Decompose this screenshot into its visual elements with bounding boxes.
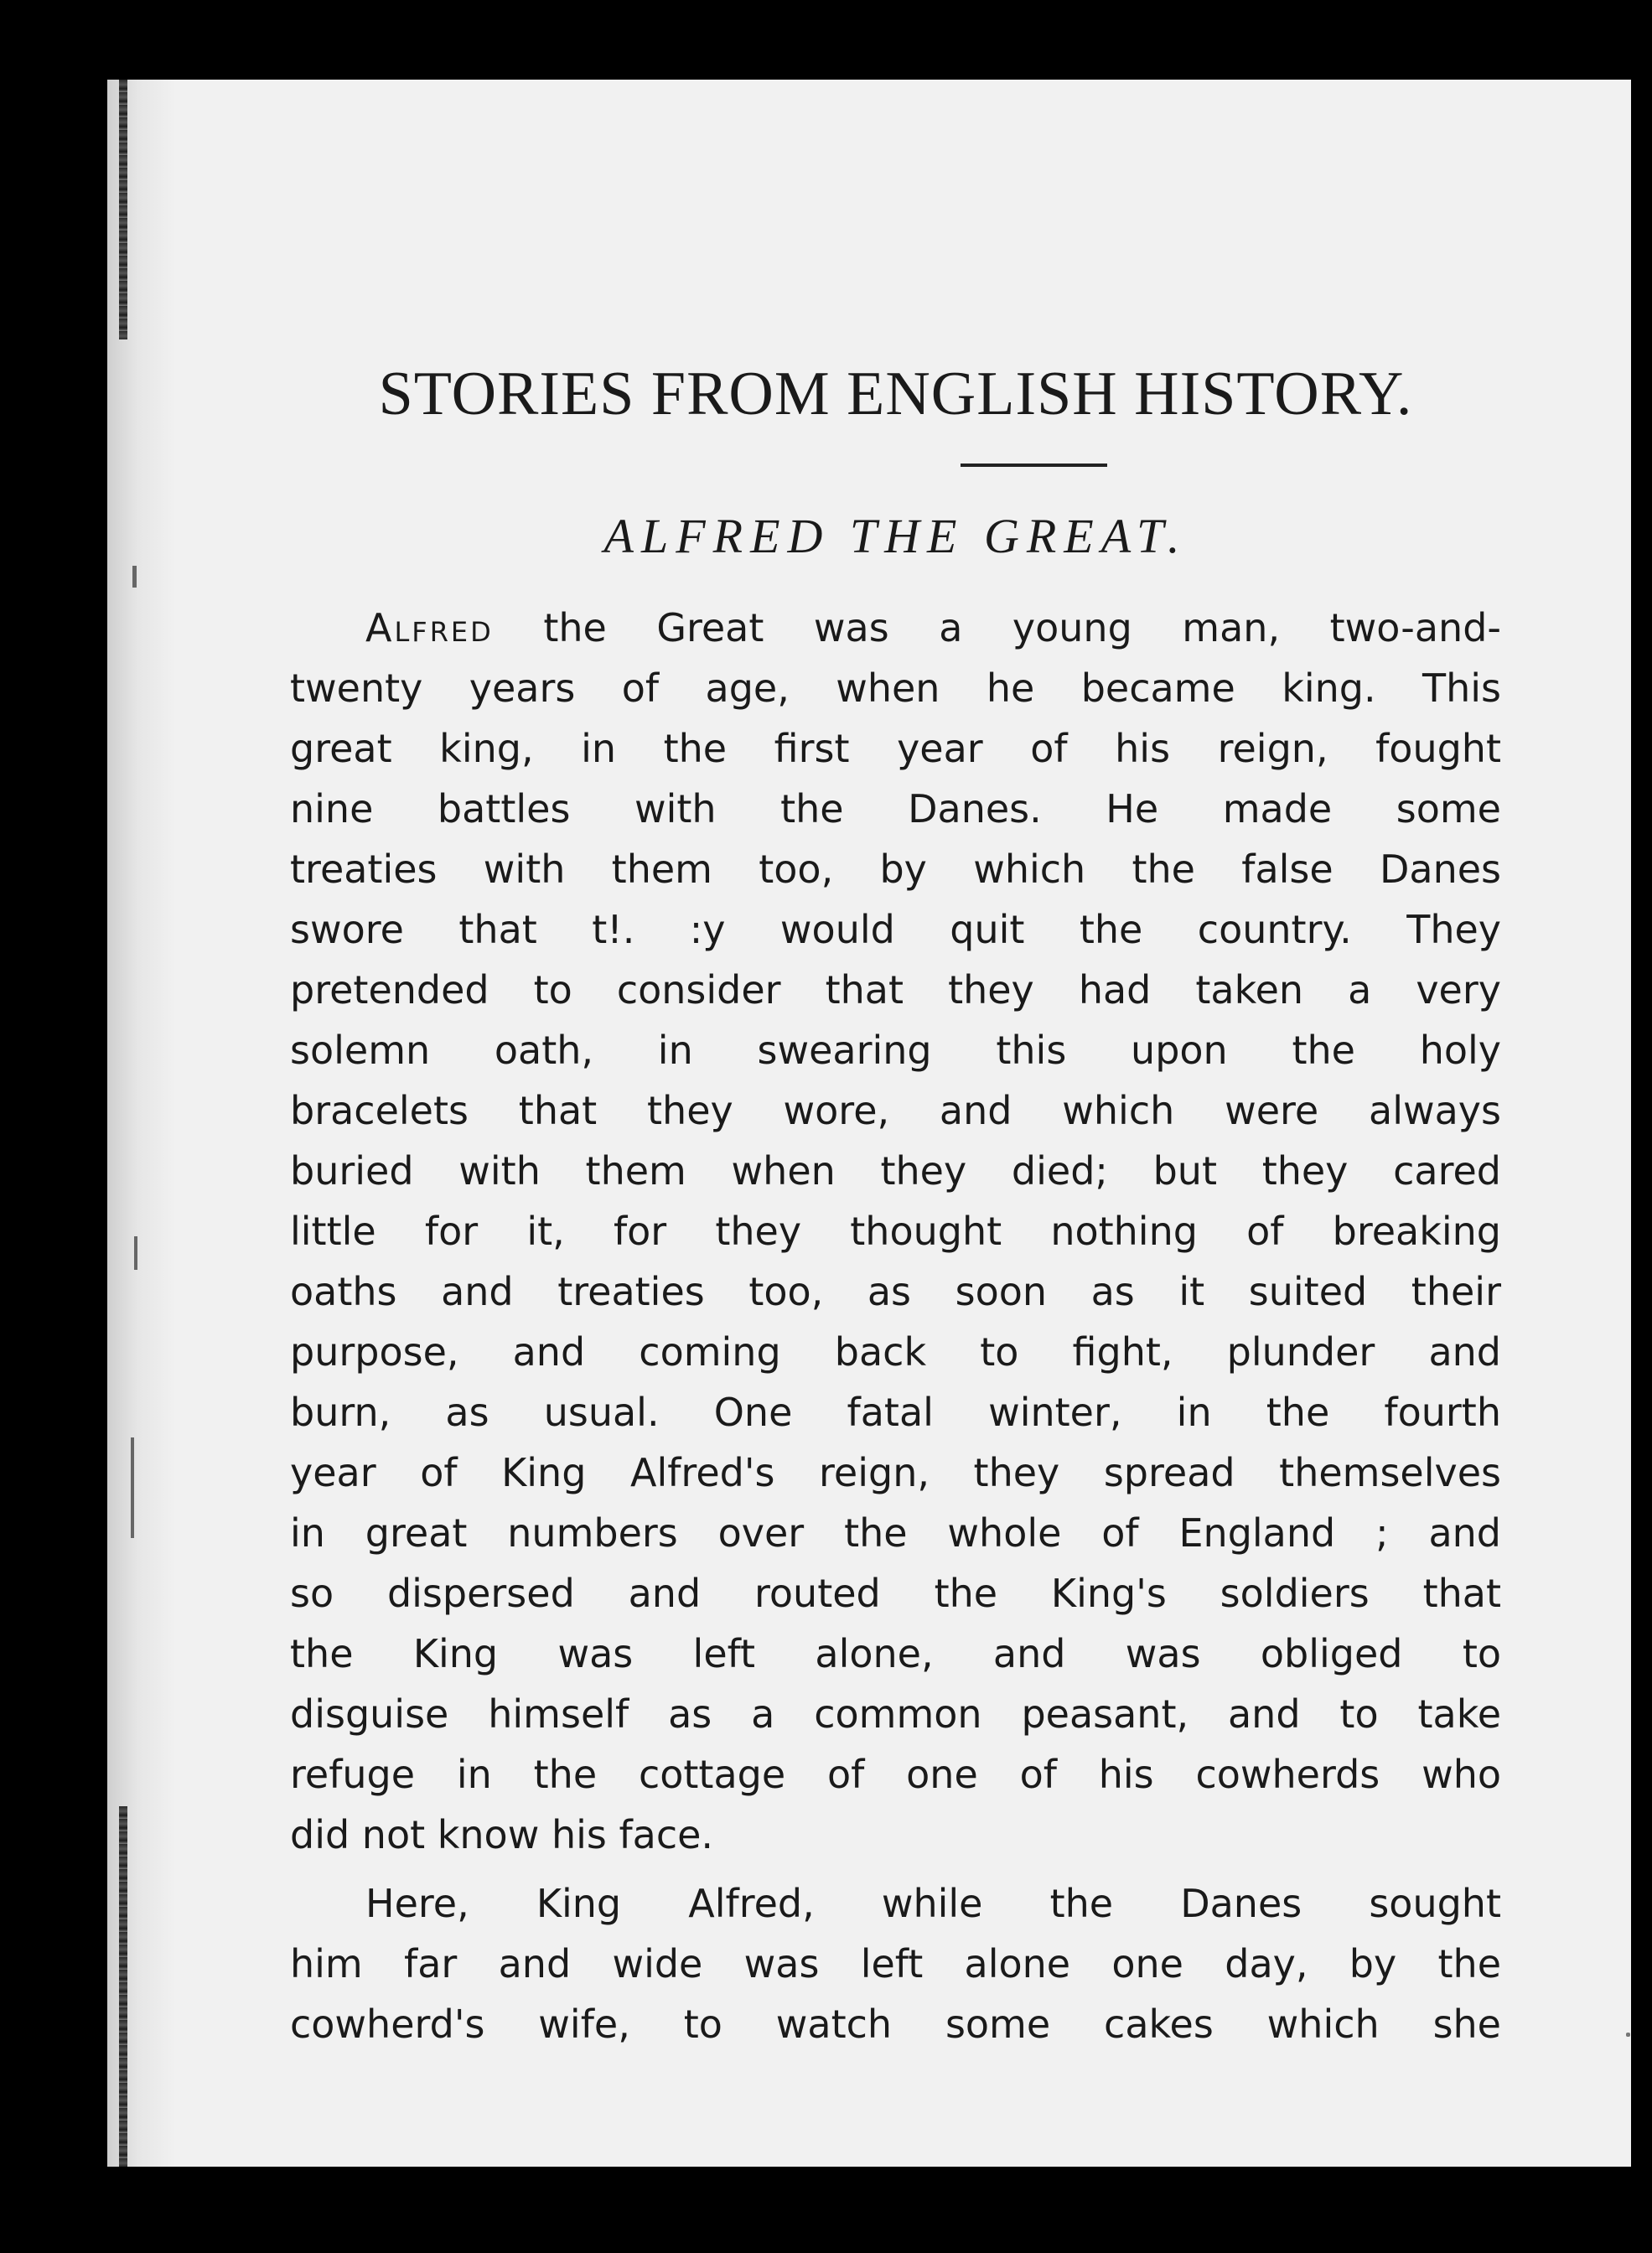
text-line: little for it, for they thought nothing of breaking bbox=[290, 1209, 1501, 1254]
binding-shadow-top bbox=[119, 80, 127, 339]
text-line: pretended to consider that they had taken a very bbox=[290, 967, 1501, 1013]
text-line: treaties with them too, by which the false Danes bbox=[290, 847, 1501, 892]
text-line: bracelets that they wore, and which were always bbox=[290, 1088, 1501, 1133]
text-line: cowherd's wife, to watch some cakes which she bbox=[290, 2002, 1501, 2047]
binding-speck bbox=[134, 1236, 137, 1270]
text-line: solemn oath, in swearing this upon the holy bbox=[290, 1028, 1501, 1073]
text-line: swore that t!. :y would quit the country. They bbox=[290, 907, 1501, 952]
text-line: oaths and treaties too, as soon as it suited their bbox=[290, 1269, 1501, 1314]
text-line: in great numbers over the whole of England ; and bbox=[290, 1510, 1501, 1556]
text-line: the King was left alone, and was obliged to bbox=[290, 1631, 1501, 1676]
title-rule bbox=[961, 464, 1107, 467]
book-title: STORIES FROM ENGLISH HISTORY. bbox=[378, 360, 1413, 428]
lead-word: Alfred bbox=[365, 605, 494, 650]
binding-speck bbox=[132, 566, 137, 588]
text-line: burn, as usual. One fatal winter, in the fourth bbox=[290, 1390, 1501, 1435]
text-line: year of King Alfred's reign, they spread themselves bbox=[290, 1450, 1501, 1495]
text-line: nine battles with the Danes. He made some bbox=[290, 786, 1501, 831]
binding-shadow-bottom bbox=[119, 1806, 127, 2167]
text-line: so dispersed and routed the King's soldiers that bbox=[290, 1571, 1501, 1616]
text-line bbox=[290, 598, 1501, 658]
text-line: disguise himself as a common peasant, and to take bbox=[290, 1691, 1501, 1737]
binding-speck bbox=[131, 1437, 134, 1538]
text-line: did not know his face. bbox=[290, 1812, 714, 1857]
text-line: great king, in the first year of his reign, fought bbox=[290, 726, 1501, 771]
text-line: twenty years of age, when he became king. This bbox=[290, 666, 1501, 711]
text-line: purpose, and coming back to fight, plunder and bbox=[290, 1329, 1501, 1375]
book-page bbox=[107, 80, 1631, 2167]
chapter-title: ALFRED THE GREAT. bbox=[603, 509, 1188, 563]
binding-gutter bbox=[107, 80, 176, 2167]
text-line: him far and wide was left alone one day, by the bbox=[290, 1941, 1501, 1986]
text-line: buried with them when they died; but they cared bbox=[290, 1148, 1501, 1194]
text-line: Here, King Alfred, while the Danes sought bbox=[365, 1881, 1501, 1926]
text-line: refuge in the cottage of one of his cowherds who bbox=[290, 1752, 1501, 1797]
text-line-rest: the Great was a young man, two-and- bbox=[493, 605, 1501, 650]
scan-speck bbox=[1626, 2033, 1630, 2037]
